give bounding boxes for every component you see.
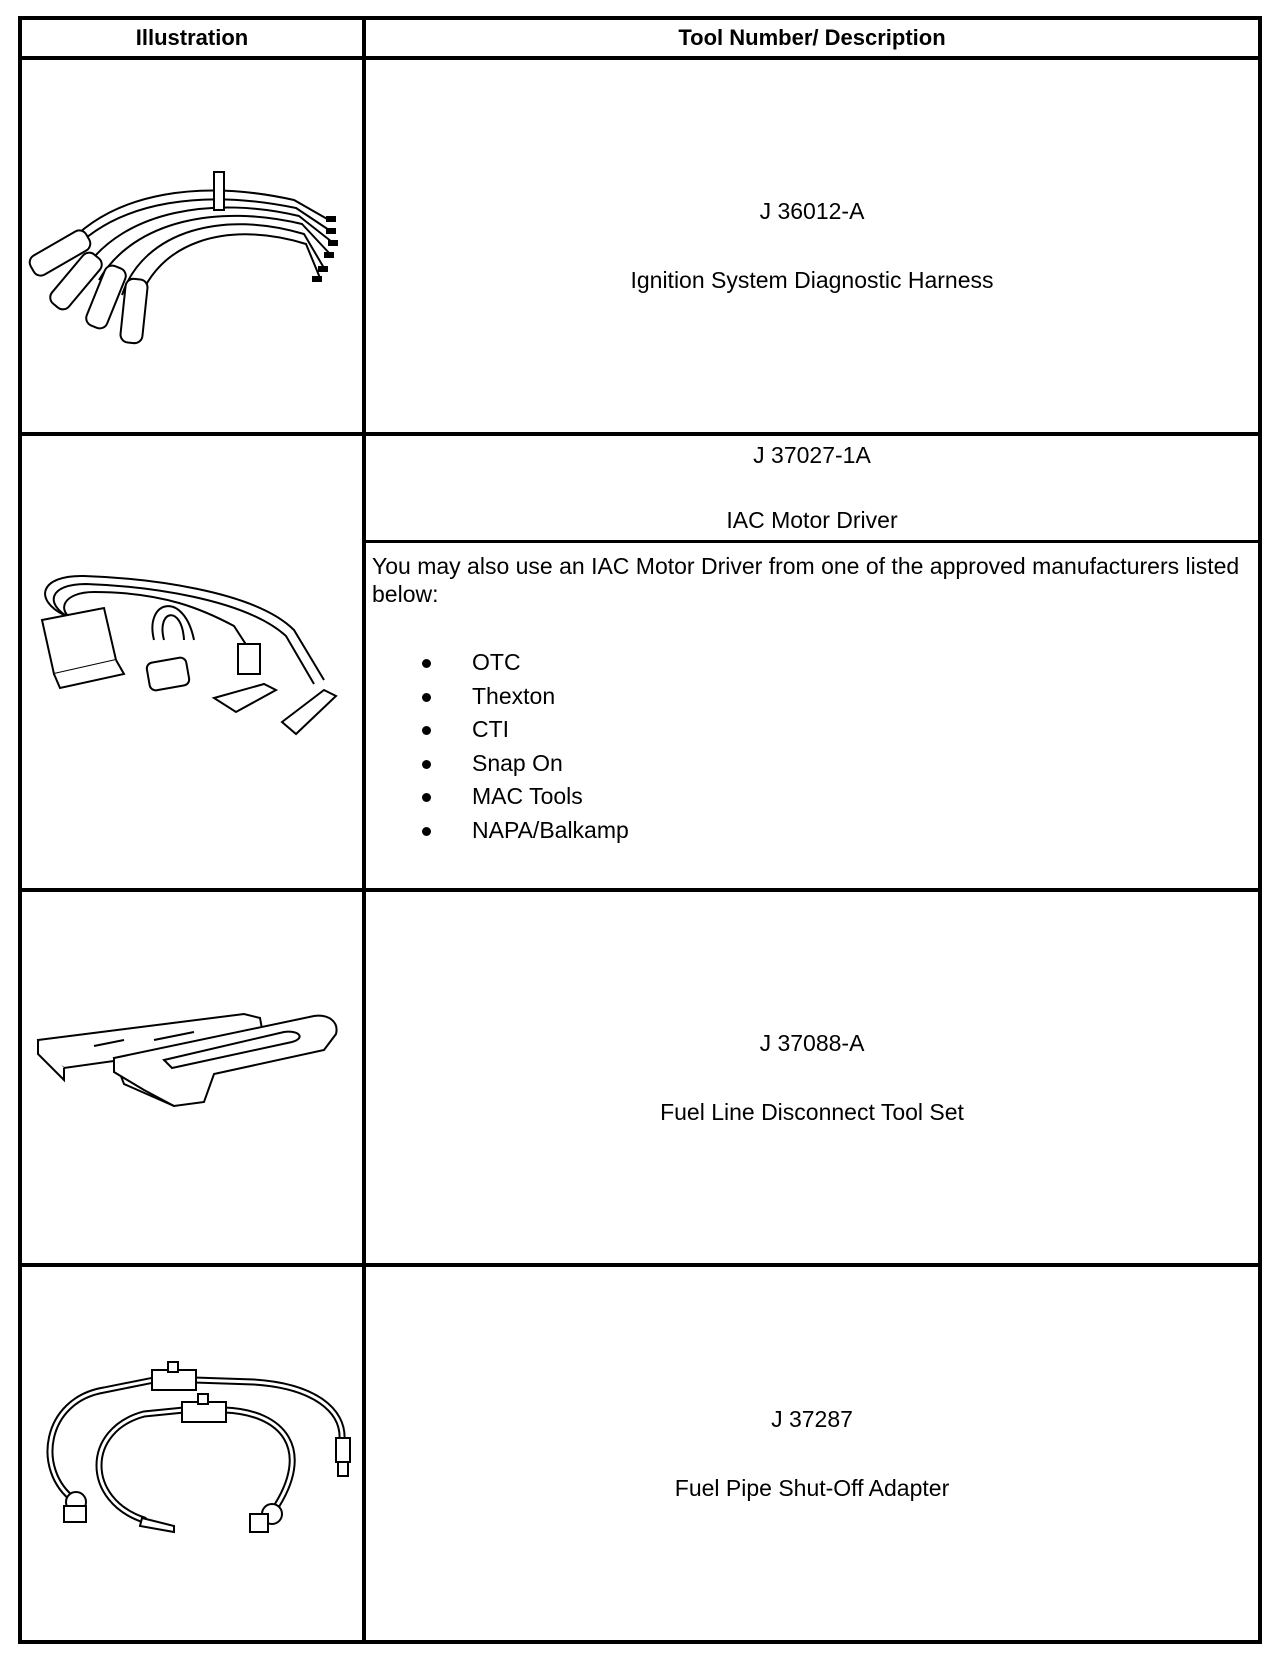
tool-info-3 bbox=[366, 892, 1258, 1263]
list-item: NAPA/Balkamp bbox=[372, 814, 1256, 848]
header-tool-description: Tool Number/ Description bbox=[678, 25, 946, 50]
fuel-pipe-adapter-icon bbox=[24, 1350, 360, 1550]
list-item: MAC Tools bbox=[372, 780, 1256, 814]
tool-info-1 bbox=[366, 60, 1258, 432]
tool-info-2 bbox=[366, 436, 1258, 540]
manufacturer-list bbox=[372, 646, 1256, 847]
tool-number: J 36012-A bbox=[759, 198, 865, 224]
tool-description: IAC Motor Driver bbox=[726, 507, 898, 533]
note-text: You may also use an IAC Motor Driver from one of the approved manufacturers listed below: bbox=[372, 553, 1240, 607]
row-divider bbox=[364, 540, 1262, 543]
tool-number: J 37027-1A bbox=[753, 442, 871, 468]
ignition-harness-icon bbox=[24, 150, 360, 360]
list-item: CTI bbox=[372, 713, 1256, 747]
list-item: Snap On bbox=[372, 747, 1256, 781]
header-illustration: Illustration bbox=[135, 25, 249, 50]
tool-number: J 37287 bbox=[771, 1405, 853, 1432]
list-item: Thexton bbox=[372, 680, 1256, 714]
tool-description: Ignition System Diagnostic Harness bbox=[630, 267, 994, 293]
fuel-line-disconnect-icon bbox=[24, 1010, 360, 1130]
approved-manufacturers-note bbox=[372, 552, 1256, 847]
tool-description: Fuel Pipe Shut-Off Adapter bbox=[674, 1474, 950, 1501]
list-item: OTC bbox=[372, 646, 1256, 680]
iac-motor-driver-icon bbox=[24, 570, 360, 770]
tool-description: Fuel Line Disconnect Tool Set bbox=[660, 1098, 964, 1125]
tool-info-4 bbox=[366, 1267, 1258, 1640]
tool-number: J 37088-A bbox=[759, 1029, 865, 1056]
